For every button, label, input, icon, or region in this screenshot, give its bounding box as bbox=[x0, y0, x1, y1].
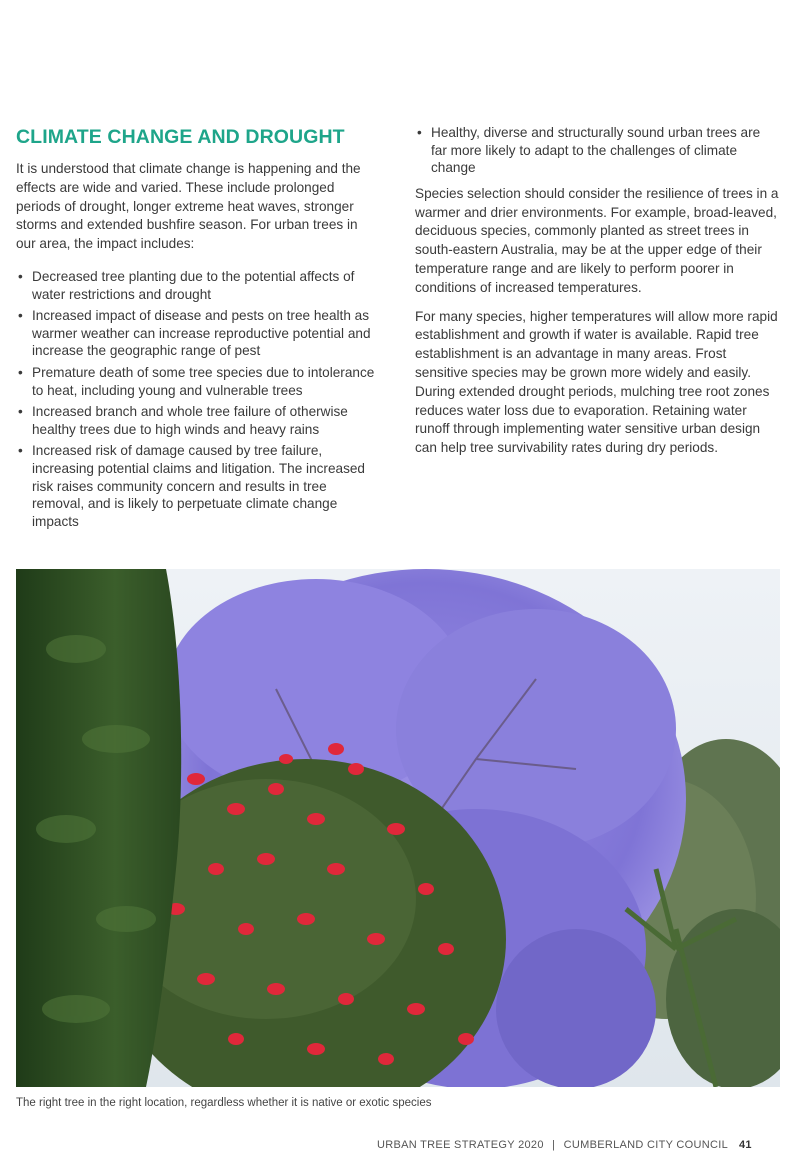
species-selection-paragraph: Species selection should consider the resilience of trees in a warmer and drier environments. For example, broad-leaved, deciduous species, commonly planted as street trees in south-eastern Australia, may be at the upper edge of their temperature range and are likely to perform poorer in conditions of increased temperatures. bbox=[415, 185, 779, 295]
list-item: • Increased impact of disease and pests on tree health as warmer weather can increase reproductive potential and increase the geographic range of pest bbox=[16, 307, 380, 360]
page-number: 41 bbox=[739, 1139, 752, 1151]
intro-paragraph: It is understood that climate change is happening and the effects are wide and varied. These include prolonged periods of drought, longer extreme heat waves, stronger storms and extended bushfire season. For urban trees in our area, the impact includes: bbox=[16, 161, 361, 252]
photo-caption: The right tree in the right location, regardless whether it is native or exotic species bbox=[16, 1097, 432, 1109]
impact-list bbox=[16, 268, 380, 530]
list-item: • Increased risk of damage caused by tree failure, increasing potential claims and litigation. The increased risk raises community concern and results in tree removal, and is likely to perpetuate climate change impacts bbox=[16, 442, 380, 530]
tree-photo bbox=[16, 569, 780, 1087]
section-heading: CLIMATE CHANGE AND DROUGHT bbox=[16, 126, 345, 148]
list-item: • Increased branch and whole tree failure of otherwise healthy trees due to high winds and heavy rains bbox=[16, 403, 380, 438]
left-column bbox=[16, 124, 380, 534]
right-column bbox=[415, 124, 779, 458]
list-item: • Decreased tree planting due to the potential affects of water restrictions and drought bbox=[16, 268, 380, 303]
list-item: • Healthy, diverse and structurally sound urban trees are far more likely to adapt to the challenges of climate change bbox=[415, 124, 779, 177]
list-item: • Premature death of some tree species due to intolerance to heat, including young and vulnerable trees bbox=[16, 364, 380, 399]
temperature-paragraph: For many species, higher temperatures will allow more rapid establishment and growth if water is available. Rapid tree establishment is an advantage in many areas. Frost sensitive species may be grown more widely and easily. During extended drought periods, mulching tree root zones reduces water loss due to evaporation. Retaining water runoff through implementing water sensitive urban design can help tree survivability rates during dry periods. bbox=[415, 308, 778, 456]
footer-separator: | bbox=[552, 1139, 556, 1151]
footer-council-name: CUMBERLAND CITY COUNCIL bbox=[563, 1139, 728, 1151]
page-footer bbox=[377, 1139, 752, 1151]
adaptation-list bbox=[415, 124, 779, 177]
footer-document-title: URBAN TREE STRATEGY 2020 bbox=[377, 1139, 544, 1151]
